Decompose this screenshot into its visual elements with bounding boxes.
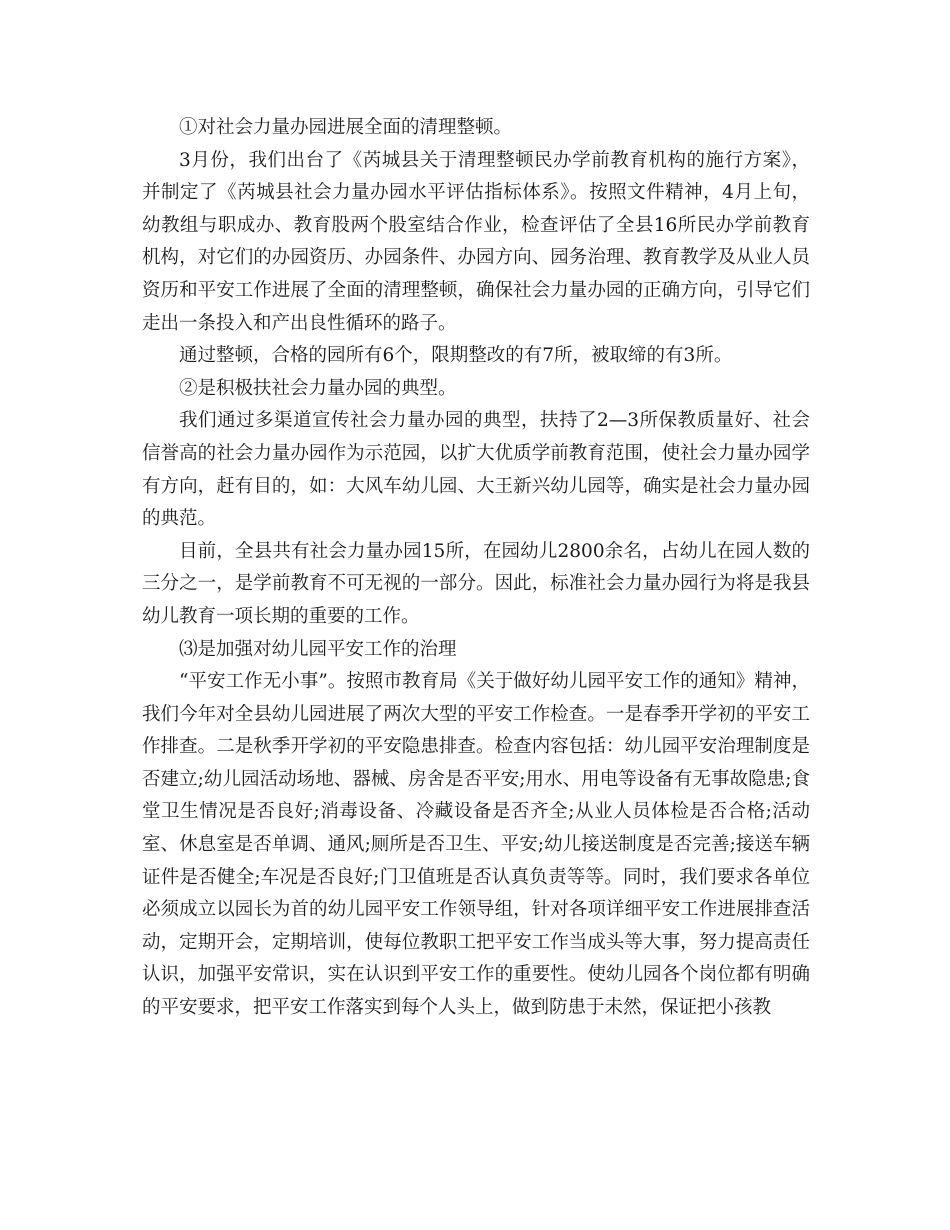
paragraph-5: 我们通过多渠道宣传社会力量办园的典型，扶持了2—3所保教质量好、社会信誉高的社会力量办园作为示范园，以扩大优质学前教育范围，使社会力量办园学有方向，赶有目的，如：大风车幼儿园、大王新兴幼儿园等，确实是社会力量办园的典范。: [142, 410, 810, 530]
paragraph-4: ②是积极扶社会力量办园的典型。: [179, 377, 457, 399]
paragraph-8: “平安工作无小事”。按照市教育局《关于做好幼儿园平安工作的通知》精神，我们今年对全县幼儿园进展了两次大型的平安工作检查。一是春季开学初的平安工作排查。二是秋季开学初的平安隐患排查。检查内容包括：幼儿园平安治理制度是否建立;幼儿园活动场地、器械、房舍是否平安;用水、用电等设备有无事故隐患;食堂卫生情况是否良好;消毒设备、冷藏设备是否齐全;从业人员体检是否合格;活动室、休息室是否单调、通风;厕所是否卫生、平安;幼儿接送制度是否完善;接送车辆证件是否健全;车况是否良好;门卫值班是否认真负责等等。同时，我们要求各单位必须成立以园长为首的幼儿园平安工作领导组，针对各项详细平安工作进展排查活动，定期开会，定期培训，使每位教职工把平安工作当成头等大事，努力提高责任认识，加强平安常识，实在认识到平安工作的重要性。使幼儿园各个岗位都有明确的平安要求，把平安工作落实到每个人头上，做到防患于未然，保证把小孩教: [142, 671, 810, 1019]
paragraph-1: ①对社会力量办园进展全面的清理整顿。: [179, 117, 513, 138]
document-body: [142, 112, 810, 1025]
paragraph-2: 3月份，我们出台了《芮城县关于清理整顿民办学前教育机构的施行方案》，并制定了《芮城县社会力量办园水平评估指标体系》。按照文件精神，4月上旬，幼教组与职成办、教育股两个股室结合作业，检查评估了全县16所民办学前教育机构，对它们的办园资历、办园条件、办园方向、园务治理、教育教学及从业人员资历和平安工作进展了全面的清理整顿，确保社会力量办园的正确方向，引导它们走出一条投入和产出良性循环的路子。: [142, 149, 810, 334]
paragraph-6: 目前，全县共有社会力量办园15所，在园幼儿2800余名，占幼儿在园人数的三分之一，是学前教育不可无视的一部分。因此，标准社会力量办园行为将是我县幼儿教育一项长期的重要的工作。: [142, 540, 810, 627]
paragraph-7: ⑶是加强对幼儿园平安工作的治理: [179, 638, 457, 660]
paragraph-3: 通过整顿，合格的园所有6个，限期整改的有7所，被取缔的有3所。: [179, 345, 733, 367]
